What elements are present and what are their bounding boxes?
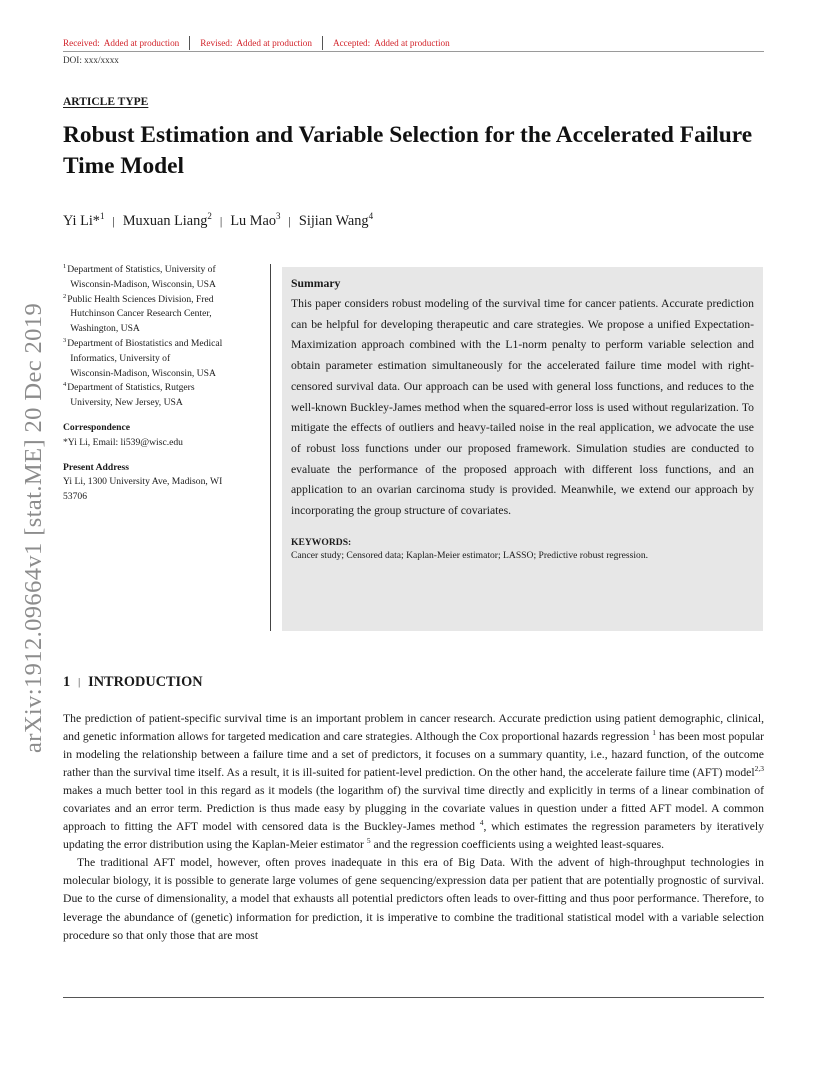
- publication-history: [63, 36, 460, 50]
- affiliation: 2 Public Health Sciences Division, Fred Hutchinson Cancer Research Center, Washington, USA: [63, 292, 214, 335]
- author-list: Yi Li*$^1$ | Muxuan Liang$^2$ | Lu Mao$^3$ | Sijian Wang$^4$: [63, 211, 374, 229]
- summary-box: [282, 267, 763, 631]
- affiliation: 1 Department of Statistics, University of Wisconsin-Madison, Wisconsin, USA: [63, 263, 216, 290]
- paragraph: The traditional AFT model, however, often proves inadequate in this era of Big Data. With the advent of high-throughput technologies in molecular biology, it is possible to generate large volumes of gene sequencing/expression data per patient that are potentially prognostic of survival. Due to the curse of dimensionality, a model that exhausts all potential predictors often leads to over-fitting and thus poor performance. Therefore, to leverage the abundance of (genetic) information for prediction, it is imperative to combine the traditional statistical model with a variable selection procedure so that only those that are most: [63, 856, 764, 942]
- citation[interactable]: 2,3: [754, 764, 764, 774]
- correspondence-text: *Yi Li, Email: li539@wisc.edu: [63, 436, 183, 448]
- affiliation: 4 Department of Statistics, Rutgers University, New Jersey, USA: [63, 381, 195, 409]
- citation[interactable]: 5: [366, 836, 371, 846]
- divider: [322, 36, 323, 50]
- arxiv-identifier: arXiv:1912.09664v1 [stat.ME] 20 Dec 2019: [20, 302, 47, 754]
- present-address-heading: Present Address: [63, 461, 130, 473]
- citation[interactable]: 1: [652, 728, 656, 738]
- history-accepted: Accepted: Added at production: [332, 38, 450, 48]
- keywords-text: Cancer study; Censored data; Kaplan-Meier estimator; LASSO; Predictive robust regression.: [291, 549, 649, 561]
- introduction-body: [63, 710, 764, 945]
- citation[interactable]: 4: [479, 818, 484, 828]
- section-heading: 1 | INTRODUCTION: [63, 674, 203, 690]
- author: Yi Li*$^1$: [63, 211, 105, 229]
- author: Lu Mao$^3$: [230, 211, 281, 229]
- affiliation: 3 Department of Biostatistics and Medical Informatics, University of Wisconsin-Madison, Wisconsin, USA: [63, 336, 223, 379]
- doi: DOI: xxx/xxxx: [63, 55, 119, 65]
- history-received: Received: Added at production: [63, 38, 180, 48]
- keywords-heading: KEYWORDS:: [291, 536, 352, 548]
- paper-title: Robust Estimation and Variable Selection for the Accelerated Failure Time Model: [63, 122, 753, 179]
- present-address-line: Yi Li, 1300 University Ave, Madison, WI: [63, 476, 223, 488]
- correspondence-heading: Correspondence: [63, 421, 130, 433]
- footer-rule: [63, 997, 764, 998]
- summary-text: This paper considers robust modeling of the survival time for cancer patients. Accurate prediction can be helpful for developing therapeutic and care strategies. We propose a unified Expectation-Maximization approach combined with the L1-norm penalty to perform variable selection and obtain parameter estimation simultaneously for the accelerated failure time model with right-censored survival data. Our approach can be used with general loss functions, and reduces to the well-known Buckley-James method when the squared-error loss is used without regularization. To mitigate the effects of outliers and heavy-tailed noise in the real application, we advocate the use of robust loss functions under our proposed framework. Simulation studies are conducted to evaluate the performance of the proposed approach with different loss functions, and an application to an ovarian carcinoma study is provided. Meanwhile, we extend our approach by incorporating the group structure of covariates.: [291, 297, 754, 518]
- header-rule: [63, 51, 764, 52]
- divider: [189, 36, 190, 50]
- paragraph: The prediction of patient-specific survival time is an important problem in cancer research. Accurate prediction using patient demographic, clinical, and genetic information allows for targeted medication and care strategies. Although the Cox proportional hazards regression $^1$ has been most popular in modeling the relationship between a failure time and a set of predictors, it focuses on a summary quantity, i.e., hazard function, of the outcome rather than the survival time itself. As a result, it is ill-suited for patient-level prediction. On the other hand, the accelerate failure time (AFT) model$^{2,3}$ makes a much better tool in this regard as it models (the logarithm of) the survival time directly and explicitly in terms of a linear combination of covariates and an error term. Prediction is thus made easy by plugging in the covariate values in question under a fitted AFT model. A common approach to fitting the AFT model with censored data is the Buckley-James method $^4$, which estimates the regression parameters by iteratively updating the error distribution using the Kaplan-Meier estimator $^5$ and the regression coefficients using a weighted least-squares.: [63, 712, 765, 852]
- author: Sijian Wang$^4$: [298, 211, 374, 229]
- column-rule: [270, 264, 271, 631]
- article-type: ARTICLE TYPE: [63, 96, 149, 108]
- summary-heading: Summary: [291, 277, 341, 290]
- present-address-line: 53706: [63, 491, 87, 503]
- sidebar: [63, 263, 268, 505]
- author: Muxuan Liang$^2$: [122, 211, 212, 229]
- history-revised: Revised: Added at production: [200, 38, 312, 48]
